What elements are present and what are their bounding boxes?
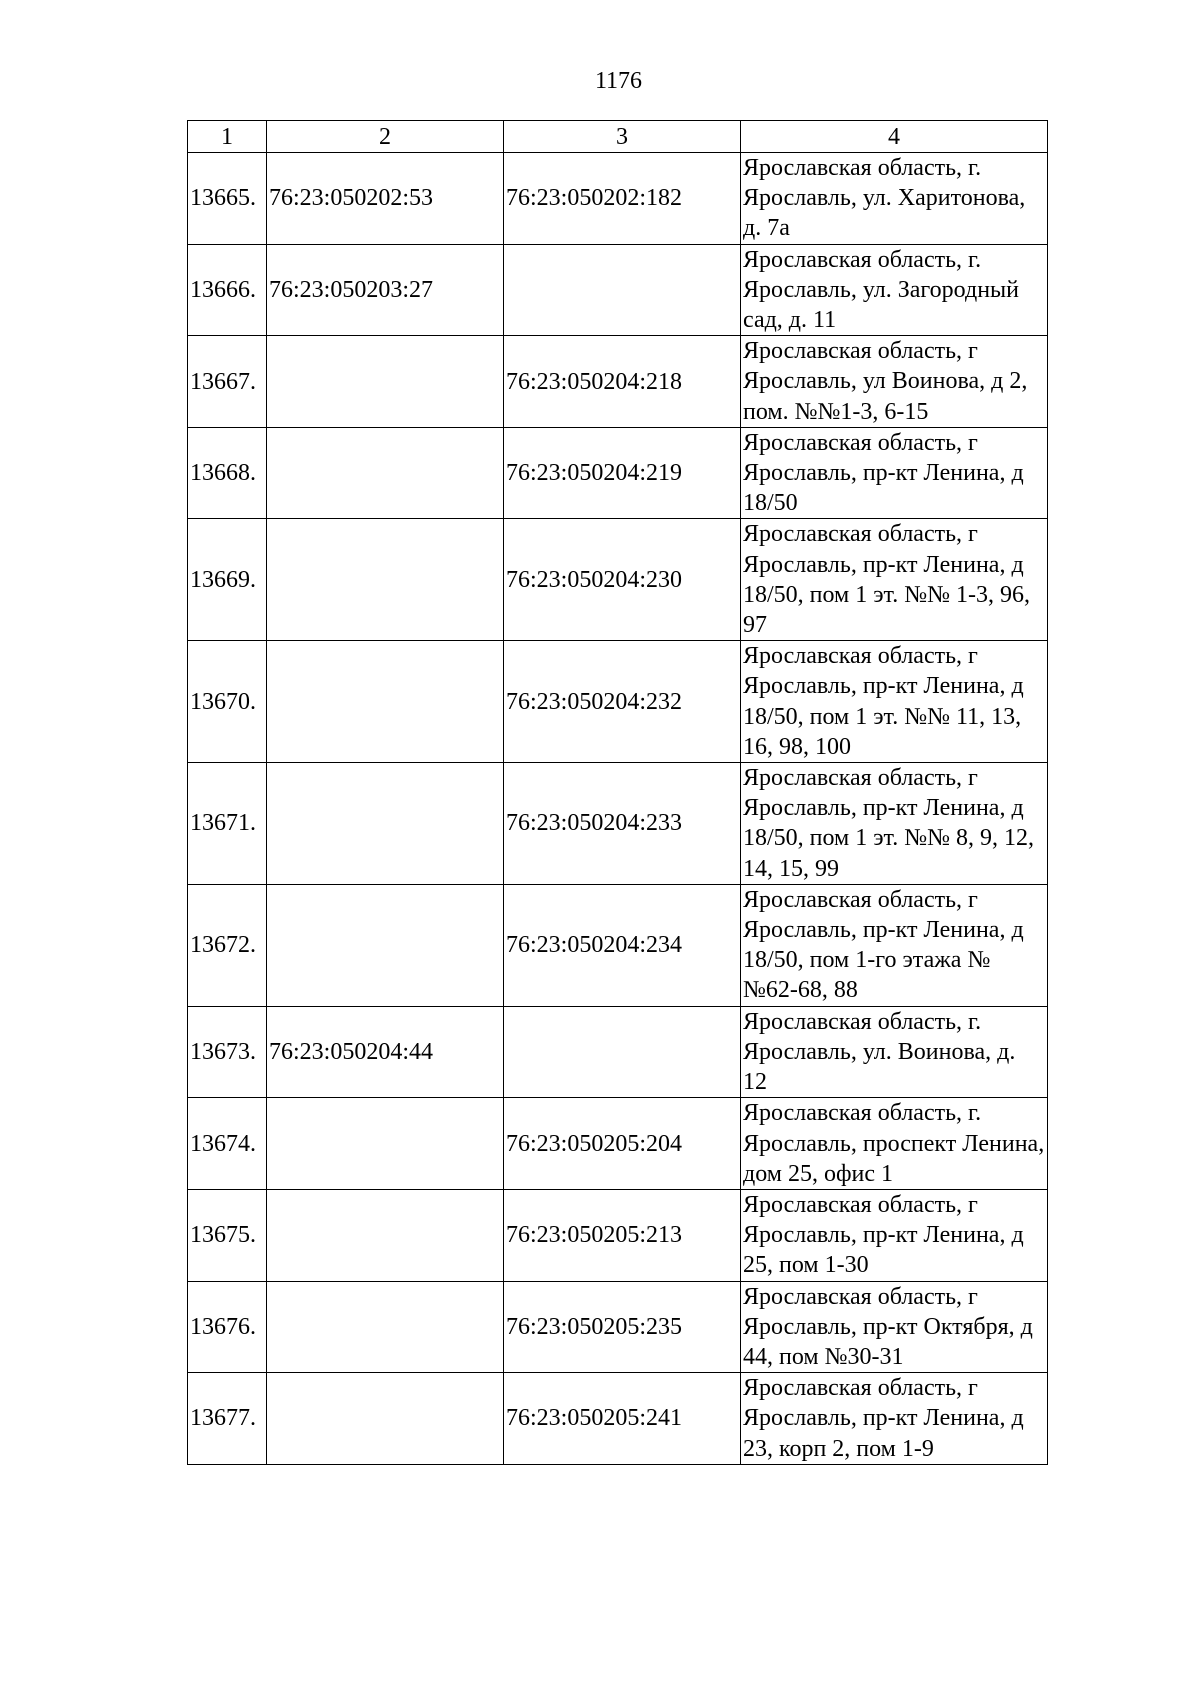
address-cell: Ярославская область, г. Ярославль, проспект Ленина, дом 25, офис 1 <box>741 1098 1048 1190</box>
cadastral-number-col2-cell <box>267 1373 504 1465</box>
table-row <box>188 153 1048 245</box>
address-cell: Ярославская область, г Ярославль, пр-кт Ленина, д 23, корп 2, пом 1-9 <box>741 1373 1048 1465</box>
cadastral-number-col3-cell <box>504 244 741 336</box>
table-row <box>188 641 1048 763</box>
cadastral-number-col2-cell <box>267 519 504 641</box>
address-cell: Ярославская область, г Ярославль, пр-кт Ленина, д 18/50, пом 1-го этажа №№62-68, 88 <box>741 884 1048 1006</box>
cadastral-number-col2-cell <box>267 641 504 763</box>
cadastral-number-col3-cell <box>504 1006 741 1098</box>
cadastral-number-col2-cell <box>267 427 504 519</box>
cadastral-number-col3-cell: 76:23:050204:234 <box>504 884 741 1006</box>
column-header-3: 3 <box>504 121 741 153</box>
row-number-cell: 13665. <box>188 153 267 245</box>
registry-table <box>187 120 1048 1465</box>
table-row <box>188 336 1048 428</box>
table-row <box>188 427 1048 519</box>
cadastral-number-col2-cell: 76:23:050204:44 <box>267 1006 504 1098</box>
row-number-cell: 13672. <box>188 884 267 1006</box>
cadastral-number-col3-cell: 76:23:050204:232 <box>504 641 741 763</box>
address-cell: Ярославская область, г Ярославль, пр-кт Ленина, д 18/50, пом 1 эт. №№ 8, 9, 12, 14, 15, 99 <box>741 763 1048 885</box>
cadastral-number-col2-cell <box>267 1098 504 1190</box>
address-cell: Ярославская область, г Ярославль, пр-кт Ленина, д 25, пом 1-30 <box>741 1189 1048 1281</box>
cadastral-number-col3-cell: 76:23:050205:213 <box>504 1189 741 1281</box>
cadastral-number-col2-cell <box>267 1281 504 1373</box>
table-row <box>188 763 1048 885</box>
row-number-cell: 13668. <box>188 427 267 519</box>
table-row <box>188 1098 1048 1190</box>
table-row <box>188 1281 1048 1373</box>
cadastral-number-col2-cell <box>267 884 504 1006</box>
column-header-1: 1 <box>188 121 267 153</box>
table-row <box>188 884 1048 1006</box>
row-number-cell: 13676. <box>188 1281 267 1373</box>
page-number: 1176 <box>594 68 643 94</box>
row-number-cell: 13669. <box>188 519 267 641</box>
column-header-2: 2 <box>267 121 504 153</box>
cadastral-number-col2-cell: 76:23:050203:27 <box>267 244 504 336</box>
cadastral-number-col3-cell: 76:23:050205:235 <box>504 1281 741 1373</box>
cadastral-number-col2-cell <box>267 336 504 428</box>
column-header-4: 4 <box>741 121 1048 153</box>
row-number-cell: 13666. <box>188 244 267 336</box>
table-row <box>188 244 1048 336</box>
cadastral-number-col3-cell: 76:23:050204:218 <box>504 336 741 428</box>
address-cell: Ярославская область, г. Ярославль, ул. Харитонова, д. 7а <box>741 153 1048 245</box>
table-body <box>188 153 1048 1465</box>
address-cell: Ярославская область, г Ярославль, пр-кт Ленина, д 18/50, пом 1 эт. №№ 1-3, 96, 97 <box>741 519 1048 641</box>
row-number-cell: 13677. <box>188 1373 267 1465</box>
table-row <box>188 1189 1048 1281</box>
cadastral-number-col2-cell <box>267 1189 504 1281</box>
cadastral-number-col3-cell: 76:23:050204:233 <box>504 763 741 885</box>
table-row <box>188 1373 1048 1465</box>
address-cell: Ярославская область, г Ярославль, пр-кт Ленина, д 18/50 <box>741 427 1048 519</box>
address-cell: Ярославская область, г. Ярославль, ул. Воинова, д. 12 <box>741 1006 1048 1098</box>
row-number-cell: 13673. <box>188 1006 267 1098</box>
cadastral-number-col2-cell <box>267 763 504 885</box>
row-number-cell: 13675. <box>188 1189 267 1281</box>
cadastral-number-col3-cell: 76:23:050202:182 <box>504 153 741 245</box>
cadastral-number-col3-cell: 76:23:050205:241 <box>504 1373 741 1465</box>
table-row <box>188 519 1048 641</box>
cadastral-number-col2-cell: 76:23:050202:53 <box>267 153 504 245</box>
row-number-cell: 13667. <box>188 336 267 428</box>
row-number-cell: 13671. <box>188 763 267 885</box>
address-cell: Ярославская область, г Ярославль, пр-кт Октября, д 44, пом №30-31 <box>741 1281 1048 1373</box>
address-cell: Ярославская область, г. Ярославль, ул. Загородный сад, д. 11 <box>741 244 1048 336</box>
header-row <box>188 121 1048 153</box>
cadastral-number-col3-cell: 76:23:050204:230 <box>504 519 741 641</box>
address-cell: Ярославская область, г Ярославль, ул Воинова, д 2, пом. №№1-3, 6-15 <box>741 336 1048 428</box>
cadastral-number-col3-cell: 76:23:050204:219 <box>504 427 741 519</box>
address-cell: Ярославская область, г Ярославль, пр-кт Ленина, д 18/50, пом 1 эт. №№ 11, 13, 16, 98, 100 <box>741 641 1048 763</box>
table-row <box>188 1006 1048 1098</box>
row-number-cell: 13670. <box>188 641 267 763</box>
row-number-cell: 13674. <box>188 1098 267 1190</box>
cadastral-number-col3-cell: 76:23:050205:204 <box>504 1098 741 1190</box>
